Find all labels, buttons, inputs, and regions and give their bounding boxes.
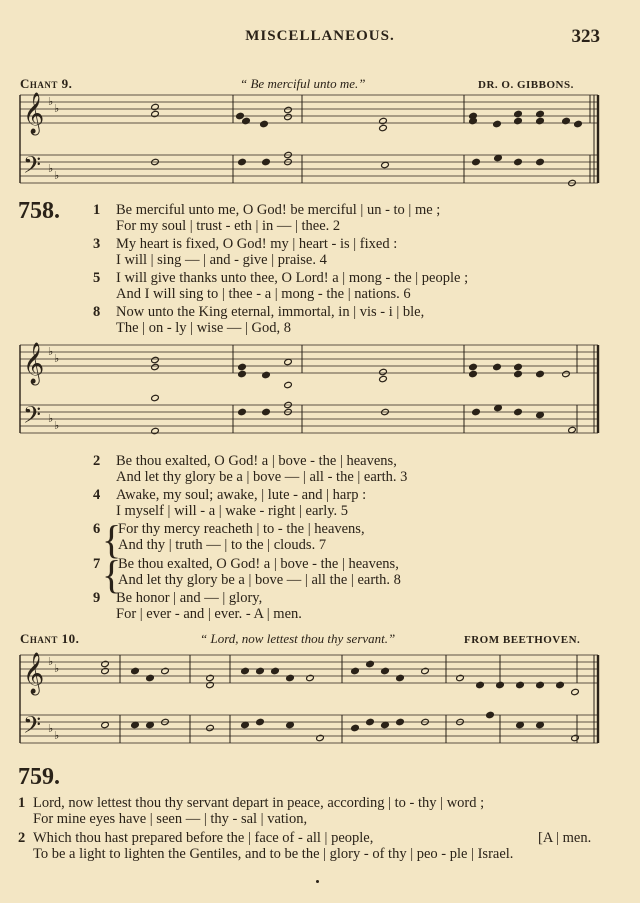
note: [260, 120, 269, 127]
verse-number: 7: [93, 556, 101, 572]
note: [379, 117, 388, 124]
verse-line: Be merciful unto me, O God! be merciful | un - to | me ;: [116, 202, 441, 218]
note: [514, 117, 523, 124]
note: [206, 724, 215, 731]
verse-line: For thy mercy reacheth | to - the | heavens,: [118, 521, 365, 537]
note: [381, 667, 390, 674]
note: [101, 667, 110, 674]
verse-line: Be thou exalted, O God! a | bove - the | heavens,: [116, 453, 397, 469]
note: [238, 370, 247, 377]
verse-number: 1: [18, 795, 26, 811]
verse-number: 9: [93, 590, 101, 606]
note: [236, 112, 245, 119]
note: [568, 426, 577, 433]
verse-line: For mine eyes have | seen — | thy - sal | vation,: [33, 811, 308, 827]
hymn-759-number: 759.: [18, 764, 60, 790]
verse-line: Be honor | and — | glory,: [116, 590, 263, 606]
note: [556, 681, 565, 688]
note: [494, 404, 503, 411]
verse-line: I will | sing — | and - give | praise. 4: [116, 252, 327, 268]
verse-line: And thy | truth — | to the | clouds. 7: [118, 537, 327, 553]
verse-number: 5: [93, 270, 101, 286]
note: [151, 427, 160, 434]
note: [536, 158, 545, 165]
note: [271, 667, 280, 674]
note: [421, 667, 430, 674]
note: [146, 721, 155, 728]
note: [514, 363, 523, 370]
page-number: 323: [571, 26, 600, 47]
page-dot: [316, 880, 319, 883]
note: [262, 408, 271, 415]
chant-9-title: “ Be merciful unto me.”: [240, 76, 366, 91]
clef: ♭: [54, 662, 60, 675]
verse-line: For my soul | trust - eth | in — | thee. 2: [116, 218, 341, 234]
chant-10-title: “ Lord, now lettest thou thy servant.”: [200, 631, 396, 646]
note: [131, 667, 140, 674]
note: [151, 356, 160, 363]
note: [469, 363, 478, 370]
verse-line: Which thou hast prepared before the | face of - all | people,: [33, 830, 374, 846]
note: [536, 411, 545, 418]
verse-line: To be a light to lighten the Gentiles, and to be the | glory - of thy | peo - ple | Israel.: [33, 846, 514, 862]
chant-9-composer: DR. O. GIBBONS.: [478, 79, 574, 91]
note: [131, 721, 140, 728]
note: [256, 667, 265, 674]
note: [351, 724, 360, 731]
note: [284, 106, 293, 113]
note: [242, 117, 251, 124]
note: [238, 158, 247, 165]
note: [241, 667, 250, 674]
verse-line: My heart is fixed, O God! my | heart - is | fixed :: [116, 236, 398, 252]
note: [262, 371, 271, 378]
clef: ♭: [48, 655, 54, 668]
verse-line-end: [A | men.: [538, 830, 592, 846]
note: [161, 667, 170, 674]
hymn-758-number: 758.: [18, 198, 60, 224]
note: [456, 674, 465, 681]
note: [206, 681, 215, 688]
note: [469, 370, 478, 377]
clef: ♭: [54, 352, 60, 365]
verse-number: 6: [93, 521, 101, 537]
note: [238, 363, 247, 370]
note: [101, 721, 110, 728]
note: [151, 394, 160, 401]
clef: ♭: [48, 722, 54, 735]
clef: 𝄞: [23, 93, 45, 134]
note: [306, 674, 315, 681]
note: [516, 681, 525, 688]
note: [206, 674, 215, 681]
note: [472, 158, 481, 165]
note: [536, 117, 545, 124]
clef: 𝄞: [23, 343, 45, 384]
note: [381, 161, 390, 168]
verse-number: 1: [93, 202, 101, 218]
note: [514, 158, 523, 165]
verse-line: And let thy glory be a | bove — | all - the | earth. 3: [116, 469, 408, 485]
verse-line: And I will sing to | thee - a | mong - the | nations. 6: [116, 286, 411, 302]
page-title: MISCELLANEOUS.: [245, 28, 395, 44]
verse-line: Lord, now lettest thou thy servant depart in peace, according | to - thy | word ;: [33, 795, 485, 811]
note: [514, 370, 523, 377]
note: [146, 674, 155, 681]
clef: ♭: [48, 95, 54, 108]
chant-9-label: Chant 9.: [20, 76, 73, 91]
note: [101, 660, 110, 667]
note: [151, 110, 160, 117]
verse-number: 4: [93, 487, 101, 503]
verse-line: I will give thanks unto thee, O Lord! a | mong - the | people ;: [116, 270, 469, 286]
verse-number: 2: [93, 453, 101, 469]
note: [536, 370, 545, 377]
verse-number: 2: [18, 830, 26, 846]
note: [256, 718, 265, 725]
note: [381, 721, 390, 728]
note: [536, 681, 545, 688]
verse-number: 3: [93, 236, 101, 252]
clef: ♭: [48, 412, 54, 425]
clef: 𝄢: [23, 401, 42, 434]
verse-line: Be thou exalted, O God! a | bove - the | heavens,: [118, 556, 399, 572]
verse-line: I myself | will - a | wake - right | early. 5: [116, 503, 349, 519]
note: [366, 660, 375, 667]
clef: ♭: [54, 419, 60, 432]
note: [536, 110, 545, 117]
note: [351, 667, 360, 674]
note: [476, 681, 485, 688]
note: [241, 721, 250, 728]
note: [379, 368, 388, 375]
note: [262, 158, 271, 165]
brace: {: [102, 517, 122, 562]
note: [514, 110, 523, 117]
clef: ♭: [48, 345, 54, 358]
note: [286, 674, 295, 681]
note: [379, 375, 388, 382]
note: [472, 408, 481, 415]
note: [151, 103, 160, 110]
note: [379, 124, 388, 131]
note: [571, 734, 580, 741]
note: [396, 718, 405, 725]
note: [284, 358, 293, 365]
note: [151, 363, 160, 370]
clef: ♭: [54, 102, 60, 115]
clef: 𝄢: [23, 151, 42, 184]
note: [493, 363, 502, 370]
verse-line: For | ever - and | ever. - A | men.: [116, 606, 302, 622]
chant-10-composer: FROM BEETHOVEN.: [464, 634, 581, 646]
note: [562, 370, 571, 377]
verse-number: 8: [93, 304, 101, 320]
note: [494, 154, 503, 161]
note: [284, 113, 293, 120]
note: [284, 381, 293, 388]
note: [486, 711, 495, 718]
note: [238, 408, 247, 415]
verse-line: And let thy glory be a | bove — | all the | earth. 8: [118, 572, 401, 588]
verse-line: Awake, my soul; awake, | lute - and | harp :: [116, 487, 367, 503]
verse-line: The | on - ly | wise — | God, 8: [116, 320, 292, 336]
note: [514, 408, 523, 415]
note: [493, 120, 502, 127]
note: [536, 721, 545, 728]
clef: ♭: [54, 169, 60, 182]
note: [396, 674, 405, 681]
note: [316, 734, 325, 741]
clef: 𝄞: [23, 653, 45, 694]
note: [516, 721, 525, 728]
note: [496, 681, 505, 688]
note: [574, 120, 583, 127]
clef: ♭: [48, 162, 54, 175]
note: [366, 718, 375, 725]
brace: {: [102, 552, 122, 597]
note: [571, 688, 580, 695]
note: [286, 721, 295, 728]
clef: 𝄢: [23, 711, 42, 744]
clef: ♭: [54, 729, 60, 742]
note: [562, 117, 571, 124]
chant-10-label: Chant 10.: [20, 631, 80, 646]
verse-line: Now unto the King eternal, immortal, in | vis - i | ble,: [116, 304, 425, 320]
